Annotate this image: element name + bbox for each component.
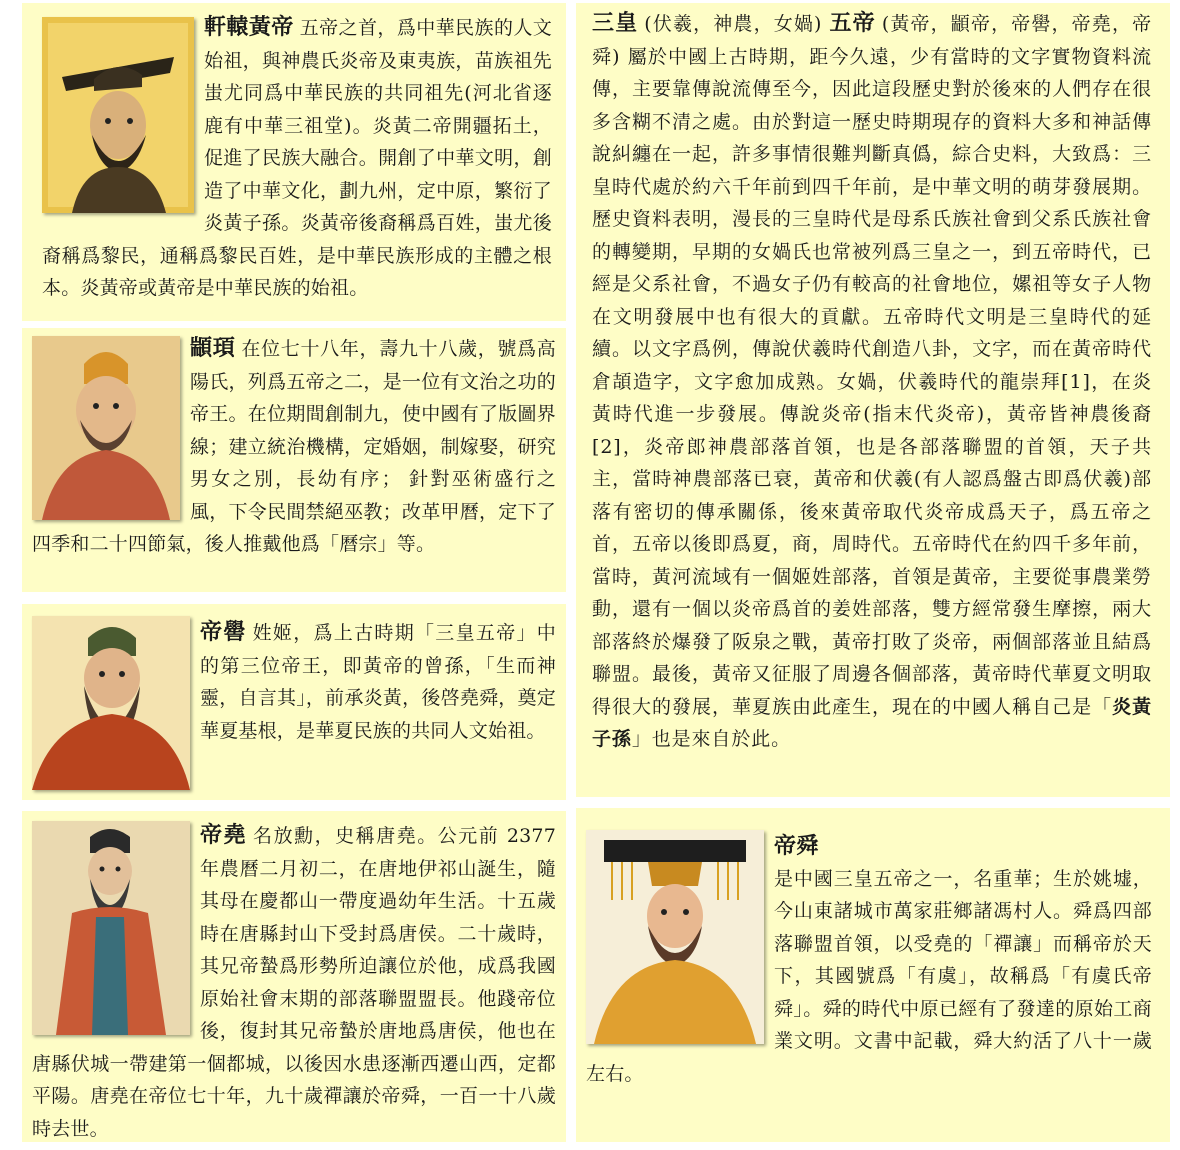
emperor-name: 帝嚳 [200,619,247,645]
emperor-name: 帝堯 [200,822,248,848]
emperor-bio: 在位七十八年，壽九十八歲，號爲高陽氏，列爲五帝之二，是一位有文治之功的帝王。在位期間創制九，使中國有了版圖界線；建立統治機構，定婚姻，制嫁娶，研究男女之別，長幼有序； 針對巫術盛行之風，下令民間禁絕巫教；改革甲曆，定下了四季和二十四節氣，後人推戴他爲「曆宗」等。 [32,338,556,555]
intro-text-end: 」也是來自於此。 [631,728,792,750]
panel-huangdi [22,3,566,321]
intro-text: (黃帝，顓帝，帝嚳，帝堯，帝舜) 屬於中國上古時期，距今久遠，少有當時的文字實物資料流傳，主要靠傳說流傳至今，因此這段歷史對於後來的人們存在很多含糊不清之處。由於對這一歷史時期現存的資料大多和神話傳說糾纏在一起，許多事情很難判斷真僞，綜合史料，大致爲：三皇時代處於約六千年前到四千年前，是中華文明的萌芽發展期。歷史資料表明，漫長的三皇時代是母系氏族社會到父系氏族社會的轉變期，早期的女媧氏也常被列爲三皇之一，到五帝時代，已經是父系社會，不過女子仍有較高的社會地位，嫘祖等女子人物在文明發展中也有很大的貢獻。五帝時代文明是三皇時代的延續。以文字爲例，傳說伏羲時代創造八卦，文字，而在黃帝時代倉頡造字，文字愈加成熟。女媧，伏羲時代的龍崇拜[1]，在炎黃時代進一步發展。傳說炎帝(指末代炎帝)，黃帝皆神農後裔[2]，炎帝郎神農部落首領，也是各部落聯盟的首領，天子共主，當時神農部落已衰，黃帝和伏羲(有人認爲盤古即爲伏羲)部落有密切的傳承關係，後來黃帝取代炎帝成爲天子，爲五帝之首，五帝以後即爲夏，商，周時代。五帝時代在約四千多年前，當時，黃河流域有一個姬姓部落，首領是黃帝，主要從事農業勞動，還有一個以炎帝爲首的姜姓部落，雙方經常發生摩擦，兩大部落終於爆發了阪泉之戰，黃帝打敗了炎帝，兩個部落並且結爲聯盟。最後，黃帝又征服了周邊各個部落，黃帝時代華夏文明取得很大的發展，華夏族由此產生，現在的中國人稱自己是「 [592,13,1152,718]
intro-emphasis: 炎黃子孫 [592,695,1152,750]
emperor-name: 顓頊 [190,335,236,361]
portrait-diku [32,616,190,790]
portrait-shun [586,830,764,1044]
panel-zhuanxu [22,328,566,592]
emperor-bio: 是中國三皇五帝之一，名重華；生於姚墟，今山東諸城市萬家莊鄉諸馮村人。舜爲四部落聯盟首領，以受堯的「禪讓」而稱帝於天下，其國號爲「有虞」，故稱爲「有虞氏帝舜」。舜的時代中原已經有了發達的原始工商業文明。文書中記載，舜大約活了八十一歲左右。 [586,867,1152,1085]
emperor-name: 軒轅黃帝 [204,14,294,40]
portrait-huangdi [42,17,194,213]
emperor-bio: 姓姬，爲上古時期「三皇五帝」中的第三位帝王，即黃帝的曾孫，「生而神靈，自言其」，前承炎黃，後啓堯舜，奠定華夏基根，是華夏民族的共同人文始祖。 [200,622,556,742]
emperor-bio: 五帝之首，爲中華民族的人文始祖，與神農氏炎帝及東夷族，苗族祖先蚩尤同爲中華民族的共同祖先(河北省逐鹿有中華三祖堂)。炎黃二帝開疆拓土，促進了民族大融合。開創了中華文明，創造了中華文化，劃九州，定中原，繁衍了炎黃子孫。炎黃帝後裔稱爲百姓，蚩尤後裔稱爲黎民，通稱爲黎民百姓，是中華民族形成的主體之根本。炎黃帝或黃帝是中華民族的始祖。 [42,17,552,299]
panel-shun [576,808,1170,1142]
emperor-bio: 名放勳，史稱唐堯。公元前 2377 年農曆二月初二，在唐地伊祁山誕生，隨其母在慶都山一帶度過幼年生活。十五歲時在唐縣封山下受封爲唐侯。二十歲時，其兄帝蟄爲形勢所迫讓位於他，成爲我國原始社會末期的部落聯盟盟長。他踐帝位後，復封其兄帝蟄於唐地爲唐侯，他也在唐縣伏城一帶建第一個都城，以後因水患逐漸西遷山西，定都平陽。唐堯在帝位七十年，九十歲禪讓於帝舜，一百一十八歲時去世。 [32,825,556,1140]
wudi-heading: 五帝 [829,10,876,36]
emperor-name: 帝舜 [774,833,819,859]
portrait-yao [32,821,190,1035]
portrait-zhuanxu [32,336,180,520]
sanhuang-members: (伏羲，神農，女媧) [644,13,823,35]
panel-yao [22,811,566,1142]
sanhuang-heading: 三皇 [592,10,639,36]
panel-intro [576,3,1170,797]
panel-diku [22,604,566,800]
